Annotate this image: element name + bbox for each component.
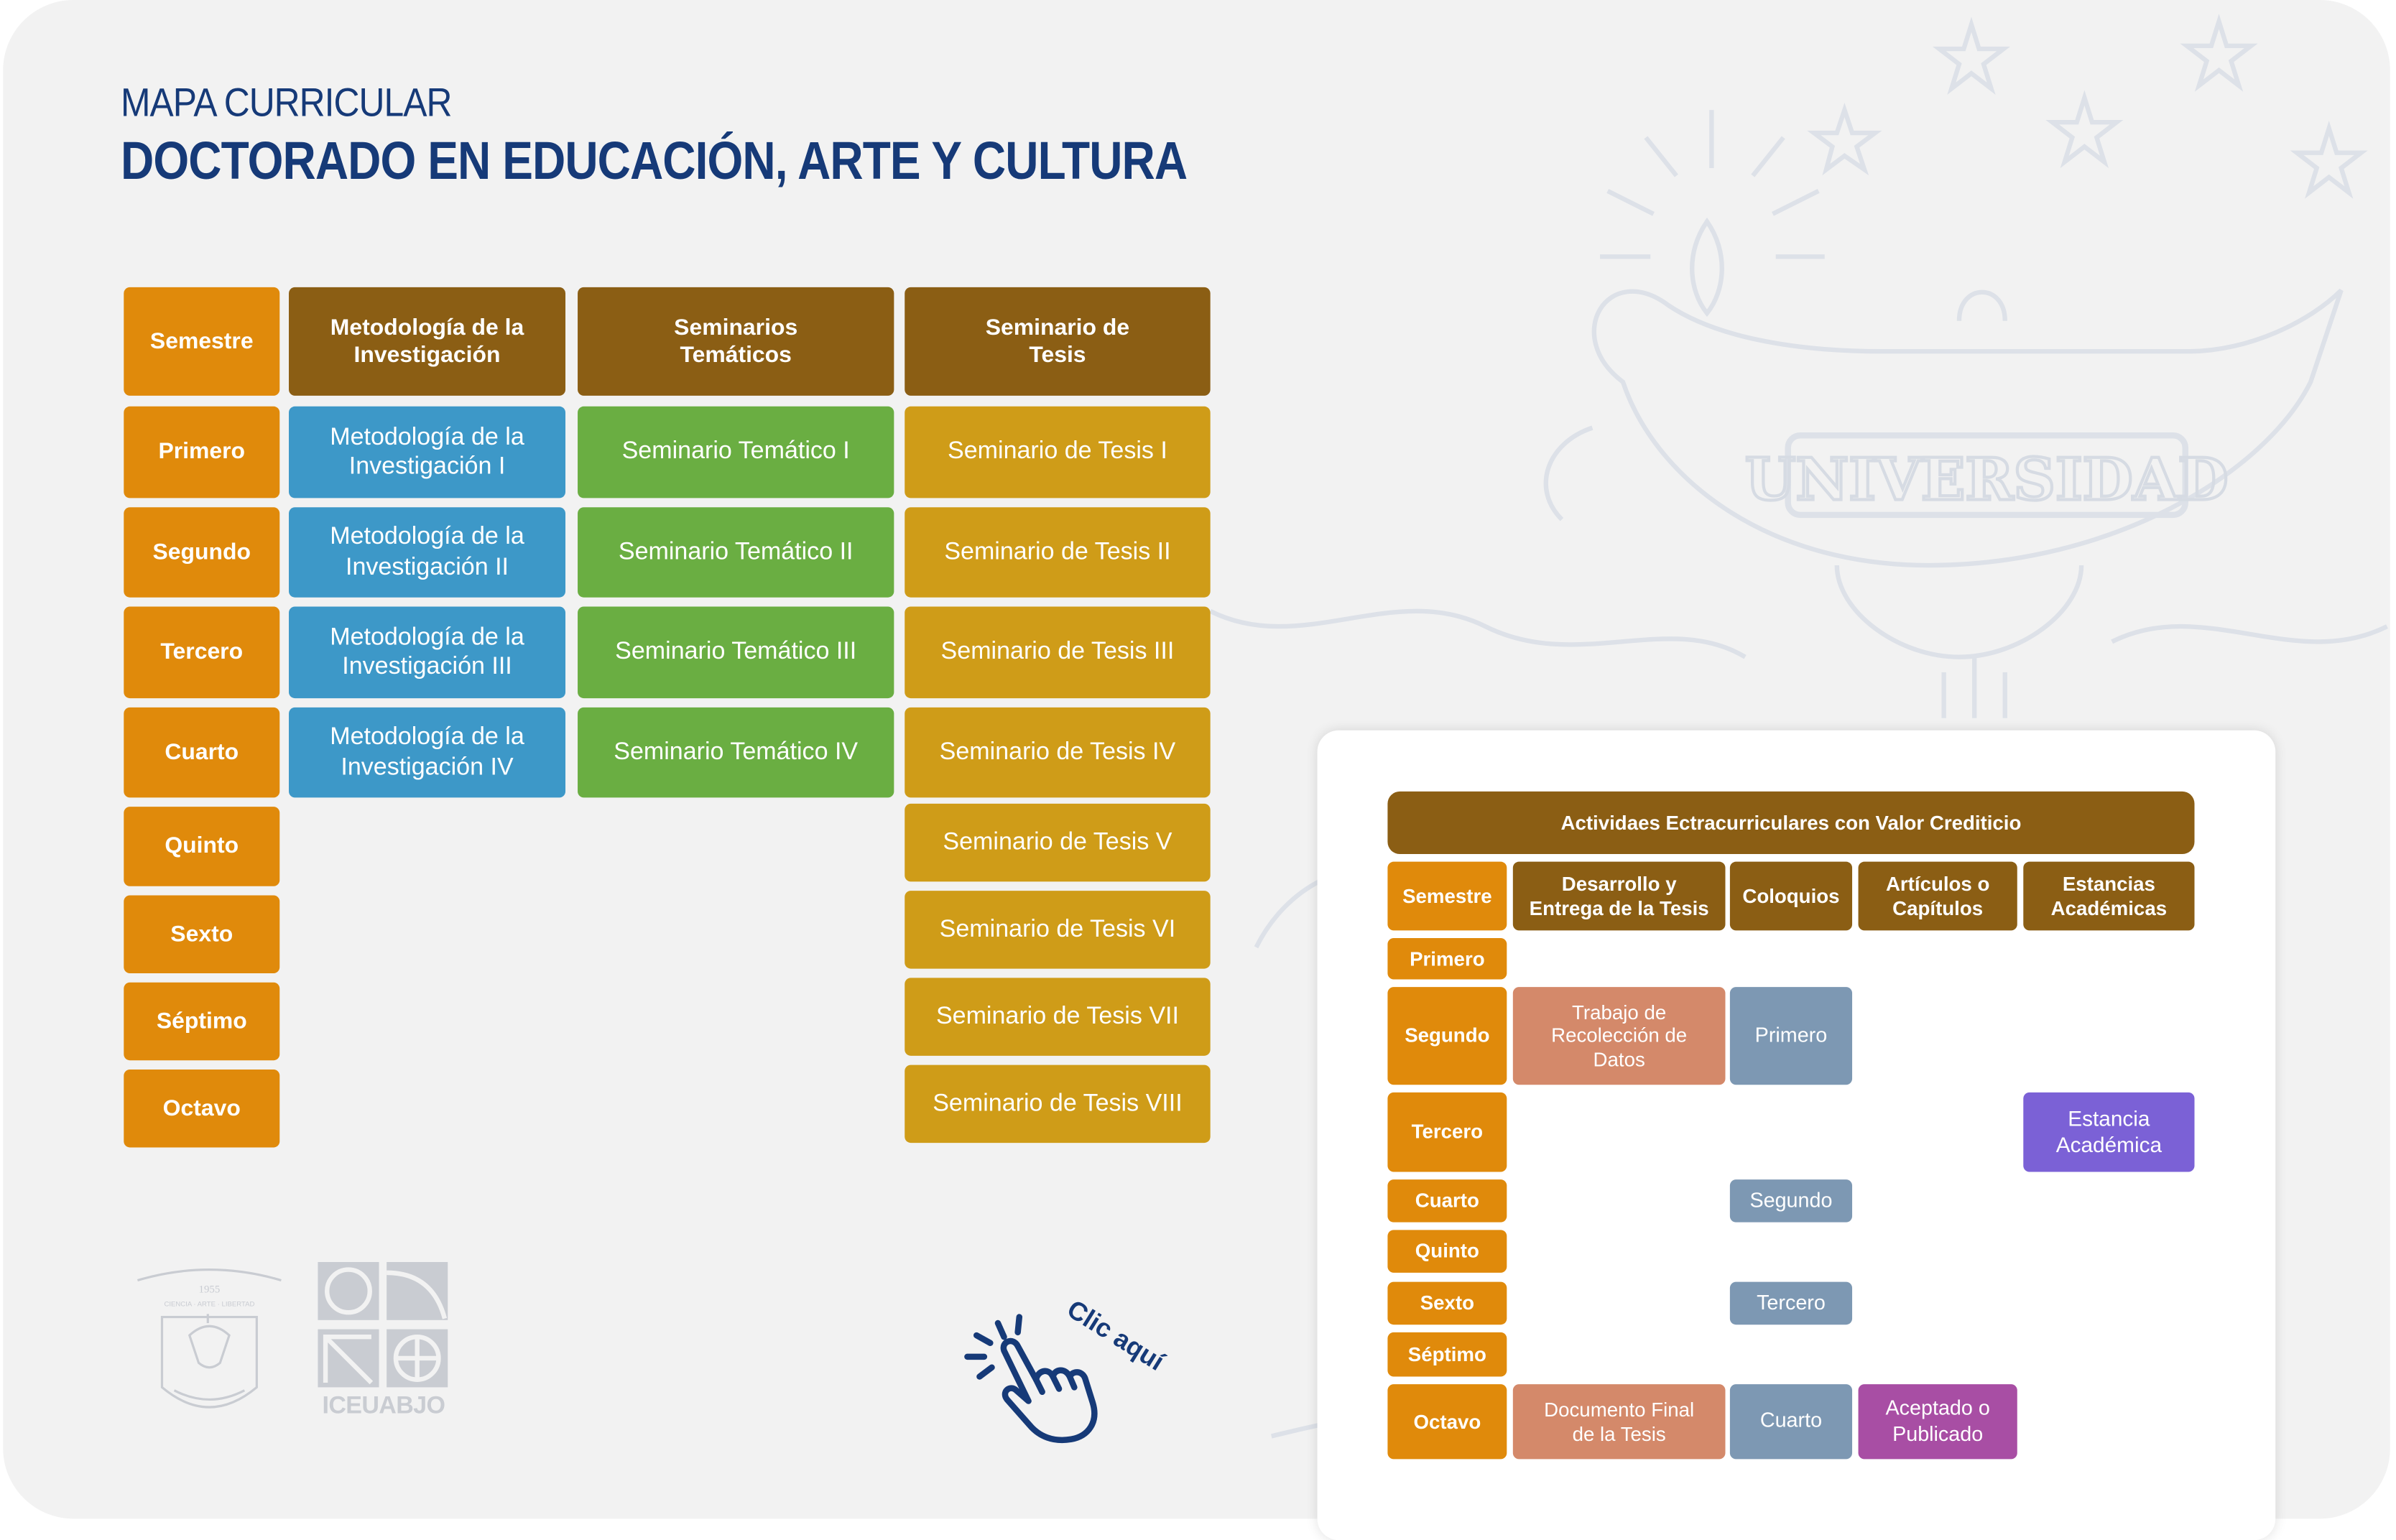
course-seminario-tematico-1[interactable]: Seminario Temático I [578,407,894,498]
seal-year: 1955 [198,1284,221,1296]
extra-semester-quinto: Quinto [1387,1230,1507,1273]
course-seminario-tesis-4[interactable]: Seminario de Tesis IV [905,708,1210,797]
header-seminarios: Seminarios Temáticos [578,287,894,396]
header-semestre: Semestre [124,287,279,396]
course-metodologia-3[interactable]: Metodología de la Investigación III [289,606,565,698]
course-metodologia-1[interactable]: Metodología de la Investigación I [289,407,565,498]
activity-estancia-academica[interactable]: Estancia Académica [2023,1093,2194,1172]
star-icon [1939,24,2003,88]
extra-semester-tercero: Tercero [1387,1093,1507,1172]
activity-aceptado-publicado[interactable]: Aceptado o Publicado [1859,1384,2017,1459]
star-icon [2187,22,2251,85]
course-seminario-tesis-8[interactable]: Seminario de Tesis VIII [905,1065,1210,1143]
iceuabjo-logo-text: ICEUABJO [322,1393,445,1420]
iceuabjo-logo [316,1261,450,1422]
course-seminario-tematico-3[interactable]: Seminario Temático III [578,606,894,698]
activity-coloquio-cuarto[interactable]: Cuarto [1730,1384,1852,1459]
course-seminario-tematico-2[interactable]: Seminario Temático II [578,507,894,597]
click-here-label: Clic aquí [1062,1294,1170,1376]
star-icon [2297,129,2361,192]
extra-semester-primero: Primero [1387,938,1507,979]
pointing-hand-icon [958,1294,1170,1441]
extra-header-desarrollo: Desarrollo y Entrega de la Tesis [1513,862,1726,931]
extra-semester-sexto: Sexto [1387,1282,1507,1325]
activity-documento-final[interactable]: Documento Final de la Tesis [1513,1384,1726,1459]
extra-header-articulos: Artículos o Capítulos [1859,862,2017,931]
course-metodologia-2[interactable]: Metodología de la Investigación II [289,507,565,597]
semester-primero: Primero [124,407,279,498]
header-seminario-tesis: Seminario de Tesis [905,287,1210,396]
course-seminario-tesis-5[interactable]: Seminario de Tesis V [905,804,1210,881]
course-seminario-tematico-4[interactable]: Seminario Temático IV [578,708,894,797]
semester-octavo: Octavo [124,1070,279,1147]
extra-semester-septimo: Séptimo [1387,1332,1507,1377]
course-seminario-tesis-6[interactable]: Seminario de Tesis VI [905,891,1210,968]
page-subtitle: MAPA CURRICULAR [121,79,452,126]
course-seminario-tesis-7[interactable]: Seminario de Tesis VII [905,978,1210,1055]
click-here-button[interactable] [958,1294,1170,1441]
extra-header-semestre: Semestre [1387,862,1507,931]
extracurricular-panel [1318,730,2276,1540]
semester-sexto: Sexto [124,895,279,973]
extra-semester-segundo: Segundo [1387,987,1507,1085]
activity-coloquio-primero[interactable]: Primero [1730,987,1852,1085]
course-seminario-tesis-1[interactable]: Seminario de Tesis I [905,407,1210,498]
course-seminario-tesis-2[interactable]: Seminario de Tesis II [905,507,1210,597]
extra-semester-octavo: Octavo [1387,1384,1507,1459]
page-title: DOCTORADO EN EDUCACIÓN, ARTE Y CULTURA [121,131,1188,191]
course-metodologia-4[interactable]: Metodología de la Investigación IV [289,708,565,797]
semester-septimo: Séptimo [124,983,279,1060]
extra-semester-cuarto: Cuarto [1387,1179,1507,1223]
activity-coloquio-segundo[interactable]: Segundo [1730,1179,1852,1223]
semester-tercero: Tercero [124,606,279,698]
extracurricular-title: Actividaes Ectracurriculares con Valor Crediticio [1387,792,2194,854]
svg-text:UNIVERSIDAD: UNIVERSIDAD [1744,445,2229,514]
page-card [3,0,2390,1518]
star-icon [2053,98,2117,162]
iceuabjo-mark-icon [316,1261,450,1392]
semester-quinto: Quinto [124,807,279,886]
seal-motto: CIENCIA · ARTE · LIBERTAD [164,1300,255,1309]
course-seminario-tesis-3[interactable]: Seminario de Tesis III [905,606,1210,698]
semester-cuarto: Cuarto [124,708,279,797]
star-icon [1814,110,1875,170]
activity-trabajo-recoleccion[interactable]: Trabajo de Recolección de Datos [1513,987,1726,1085]
semester-segundo: Segundo [124,507,279,597]
header-metodologia: Metodología de la Investigación [289,287,565,396]
university-seal-logo [129,1256,290,1433]
activity-coloquio-tercero[interactable]: Tercero [1730,1282,1852,1325]
extra-header-estancias: Estancias Académicas [2023,862,2194,931]
extra-header-coloquios: Coloquios [1730,862,1852,931]
